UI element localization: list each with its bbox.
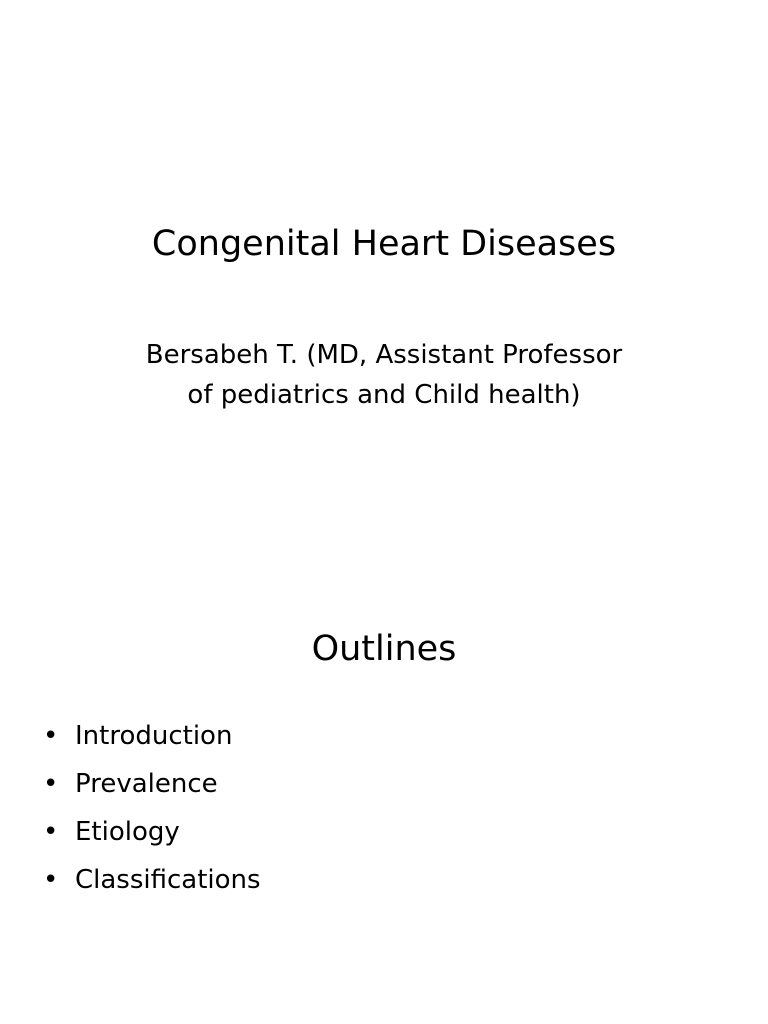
outline-slide [0,512,768,1024]
bullet-item [40,712,261,760]
bullet-item [40,856,261,904]
slide-title: Outlines [311,629,457,669]
bullet-text: Prevalence [75,769,218,799]
slide-subtitle [0,335,768,415]
bullet-item [40,760,261,808]
subtitle-line: Bersabeh T. (MD, Assistant Professor [145,340,623,370]
bullet-text: Introduction [75,721,233,751]
subtitle-line: of pediatrics and Child health) [187,380,581,410]
slide-title: Congenital Heart Diseases [151,224,617,264]
bullet-text: Etiology [75,817,180,847]
bullet-list [40,712,261,904]
bullet-icon: • [43,721,59,751]
bullet-icon: • [43,817,59,847]
bullet-icon: • [43,769,59,799]
bullet-item [40,808,261,856]
bullet-text: Classifications [75,865,261,895]
bullet-icon: • [43,865,59,895]
